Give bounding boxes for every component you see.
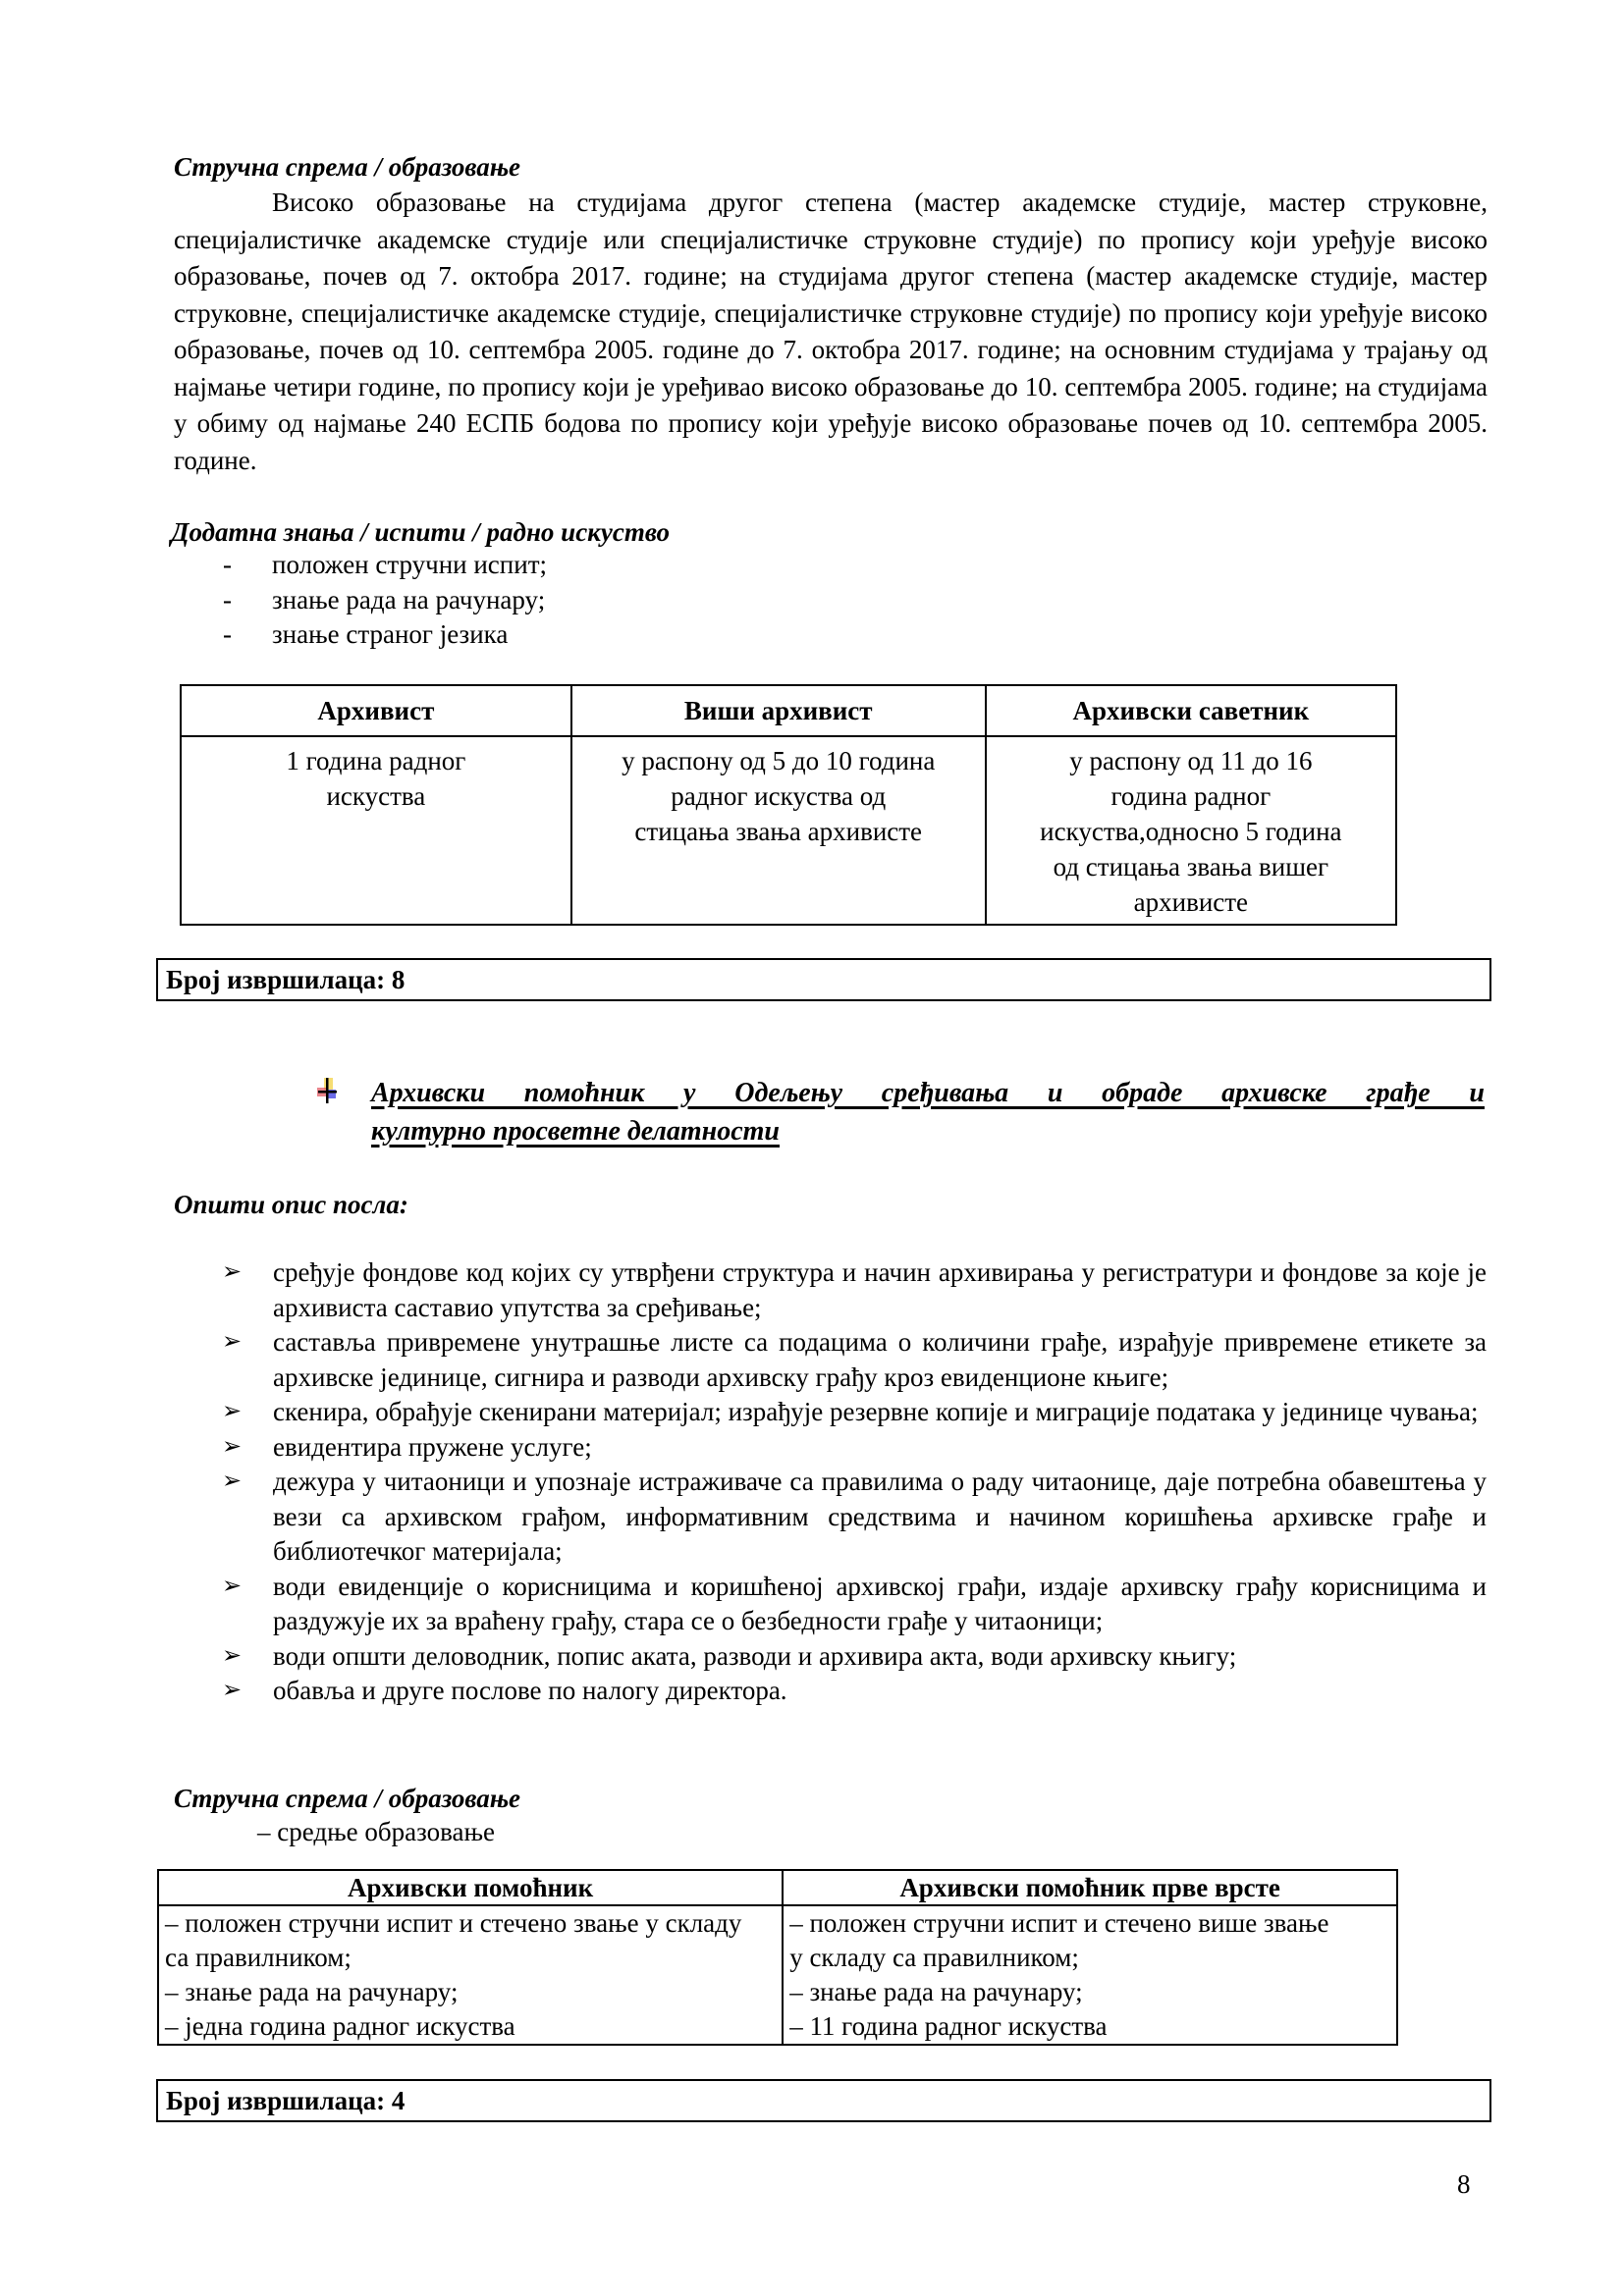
table-cell [158,1905,783,2045]
cell-text: 1 година радног искуства [286,746,466,811]
list-item [222,1430,1487,1466]
table-cell [571,736,986,925]
position-title-line2: културно просветне делатности [371,1116,780,1147]
employee-count-label: Број извршилаца: 8 [166,965,406,994]
archivist-titles-table [180,684,1397,926]
cell-line: – знање рада на рачунару; [789,1977,1083,2006]
arrow-bullet-icon: ➢ [222,1399,243,1424]
arrow-bullet-icon: ➢ [222,1329,243,1355]
table-row [158,1905,1397,2045]
table-cell [986,736,1396,925]
position-title [371,1074,1485,1150]
list-item [222,1639,1487,1675]
cell-line: – положен стручни испит и стечено више звање у складу са правилником; [789,1908,1329,1972]
additional-requirements-heading: Додатна знања / испити / радно искуство [171,517,671,547]
position-title-line1: Архивски помоћник у Одељењу сређивања и обраде архивске грађе и [371,1078,1485,1108]
table-header-cell: Архивист [181,685,571,736]
education-paragraph [174,185,1488,479]
table-header-cell: Архивски помоћник [158,1870,783,1905]
arrow-bullet-icon: ➢ [222,1259,243,1285]
arrow-bullet-icon: ➢ [222,1642,243,1669]
assistant-titles-table [157,1869,1398,2046]
dash-bullet-icon: - [223,584,232,614]
table-header-cell: Виши архивист [571,685,986,736]
list-item-text: води евиденције о корисницима и коришћеној архивској грађи, издаје архивску грађу корисницима и раздужује их за враћену грађу, стара се о безбедности грађе у читаоници; [273,1571,1487,1635]
employee-count-box-2 [156,2079,1491,2122]
list-item-text: скенира, обрађује скенирани материјал; израђује резервне копије и миграције података у јединице чувања; [273,1397,1479,1426]
job-description-heading: Општи опис посла: [174,1190,408,1219]
education-heading: Стручна спрема / образовање [174,152,521,182]
cell-text: у распону од 11 до 16 година радног искуства,односно 5 година од стицања звања вишег архивисте [1040,746,1342,917]
table-header-row [158,1870,1397,1905]
arrow-bullet-icon: ➢ [222,1678,243,1703]
education-heading-2: Стручна спрема / образовање [174,1784,521,1813]
list-item-text: знање страног језика [272,619,509,649]
list-item-text: сређује фондове код којих су утврђени структура и начин архивирања у регистратури и фондове за које је архивиста саставио упутства за сређивање; [273,1257,1487,1322]
list-item [174,583,959,618]
cell-line: – знање рада на рачунару; [165,1977,459,2006]
arrow-bullet-icon: ➢ [222,1573,243,1599]
table-cell [783,1905,1397,2045]
arrow-bullet-icon: ➢ [222,1433,243,1460]
additional-requirements-list [174,548,959,653]
list-item-text: обавља и друге послове по налогу директора. [273,1676,787,1705]
dash-bullet-icon: - [223,550,232,579]
list-item [222,1325,1487,1395]
list-item-text: знање рада на рачунару; [272,584,546,614]
cell-line: – положен стручни испит и стечено звање у складу са правилником; [165,1908,742,1972]
table-row [181,736,1396,925]
list-item [222,1570,1487,1639]
list-item [174,617,959,653]
list-item [222,1395,1487,1430]
job-description-list [222,1255,1487,1709]
dash-bullet-icon: - [223,619,232,649]
education-value: – средње образовање [257,1817,495,1846]
list-item [222,1255,1487,1325]
table-header-row [181,685,1396,736]
list-item-text: евидентира пружене услуге; [273,1431,592,1462]
list-item-text: саставља привремене унутрашње листе са подацима о количини грађе, израђује привремене етикете за архивске јединице, сигнира и разводи архивску грађу кроз евиденционе књиге; [273,1327,1487,1392]
table-cell [181,736,571,925]
cell-line: – једна година радног искуства [165,2011,515,2041]
education-text: Високо образовање на студијама другог степена (мастер академске студије, мастер струковне, специјалистичке академске студије или специјалистичке струковне студије) по пропису који уређује високо образовање, почев од 7. oктобра 2017. године; на студијама другог степена (мастер академске студије, мастер струковне, специјалистичке академске студије, специјалистичке струковне студије) по пропису који уређује високо образовање, почев од 10. септембра 2005. године до 7. oктобра 2017. године; на основним студијама у трајању од најмање четири године, по пропису који је уређивао високо образовање до 10. септембра 2005. године; на студијама у обиму од најмање 240 ЕСПБ бодова по пропису који уређује високо образовање почев од 10. септембра 2005. године. [174,187,1488,475]
table-header-cell: Архивски помоћник прве врсте [783,1870,1397,1905]
list-item [174,548,959,583]
list-item-text: положен стручни испит; [272,550,547,579]
list-item [222,1465,1487,1570]
table-header-cell: Архивски саветник [986,685,1396,736]
list-item-text: дежура у читаоници и упознаје истраживаче са правилима о раду читаонице, даје потребна обавештења у вези са архивском грађом, информативним средствима и начином коришћења архивске грађе и библиотечког материјала; [273,1467,1487,1566]
list-item [222,1674,1487,1709]
employee-count-label: Број извршилаца: 4 [166,2086,406,2115]
colored-cross-bullet-icon [316,1078,338,1103]
arrow-bullet-icon: ➢ [222,1468,243,1494]
list-item-text: води општи деловодник, попис аката, разводи и архивира акта, води архивску књигу; [273,1640,1237,1671]
employee-count-box [156,958,1491,1001]
page-number: 8 [1457,2169,1471,2199]
cell-text: у распону од 5 до 10 година радног искуства од стицања звања архивисте [622,746,936,846]
cell-line: – 11 година радног искуства [789,2011,1108,2041]
